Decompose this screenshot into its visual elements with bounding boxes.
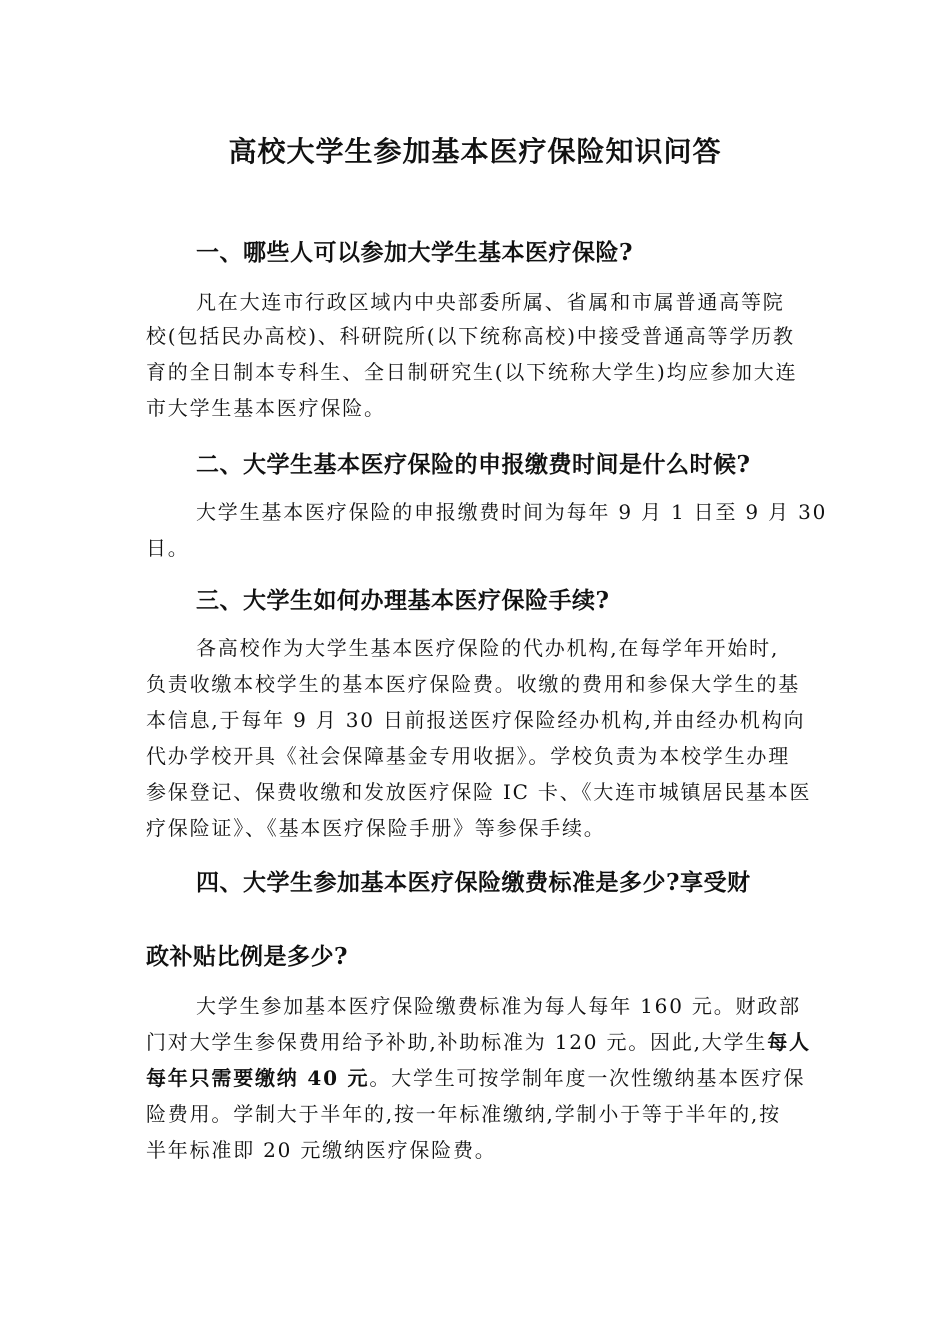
q3-line: 参保登记、保费收缴和发放医疗保险 IC 卡、《大连市城镇居民基本医	[146, 780, 812, 804]
q2-line: 日。	[146, 536, 190, 560]
q4-line: 险费用。学制大于半年的,按一年标准缴纳,学制小于等于半年的,按	[146, 1102, 781, 1126]
q4-heading-line1: 四、大学生参加基本医疗保险缴费标准是多少?享受财	[196, 869, 751, 896]
q4-line	[146, 1026, 811, 1055]
q1-heading: 一、哪些人可以参加大学生基本医疗保险?	[196, 239, 633, 266]
q4-line: 大学生参加基本医疗保险缴费标准为每人每年 160 元。财政部	[196, 994, 801, 1018]
q4-line: 半年标准即 20 元缴纳医疗保险费。	[146, 1138, 497, 1162]
q4-heading-line2: 政补贴比例是多少?	[146, 943, 348, 970]
q1-line: 育的全日制本专科生、全日制研究生(以下统称大学生)均应参加大连	[146, 360, 798, 384]
q3-line: 负责收缴本校学生的基本医疗保险费。收缴的费用和参保大学生的基	[146, 672, 800, 696]
q3-line: 各高校作为大学生基本医疗保险的代办机构,在每学年开始时,	[196, 636, 780, 660]
q1-line: 市大学生基本医疗保险。	[146, 396, 386, 420]
q4-line2-emphasis: 每人	[767, 1030, 811, 1054]
q3-line: 疗保险证》、《基本医疗保险手册》等参保手续。	[146, 816, 606, 840]
q2-heading: 二、大学生基本医疗保险的申报缴费时间是什么时候?	[196, 451, 751, 478]
q3-line: 本信息,于每年 9 月 30 日前报送医疗保险经办机构,并由经办机构向	[146, 708, 806, 732]
q4-line	[146, 1062, 805, 1091]
q4-line2-text: 门对大学生参保费用给予补助,补助标准为 120 元。因此,大学生	[146, 1030, 768, 1054]
q4-line3-text: 。大学生可按学制年度一次性缴纳基本医疗保	[369, 1066, 806, 1090]
q2-line: 大学生基本医疗保险的申报缴费时间为每年 9 月 1 日至 9 月 30	[196, 500, 828, 524]
q1-line: 凡在大连市行政区域内中央部委所属、省属和市属普通高等院	[196, 290, 785, 314]
document-title: 高校大学生参加基本医疗保险知识问答	[228, 135, 722, 168]
q3-heading: 三、大学生如何办理基本医疗保险手续?	[196, 587, 610, 614]
q4-line3-emphasis: 每年只需要缴纳 40 元	[146, 1066, 370, 1090]
q3-line: 代办学校开具《社会保障基金专用收据》。学校负责为本校学生办理	[146, 744, 790, 768]
q1-line: 校(包括民办高校)、科研院所(以下统称高校)中接受普通高等学历教	[146, 324, 795, 348]
